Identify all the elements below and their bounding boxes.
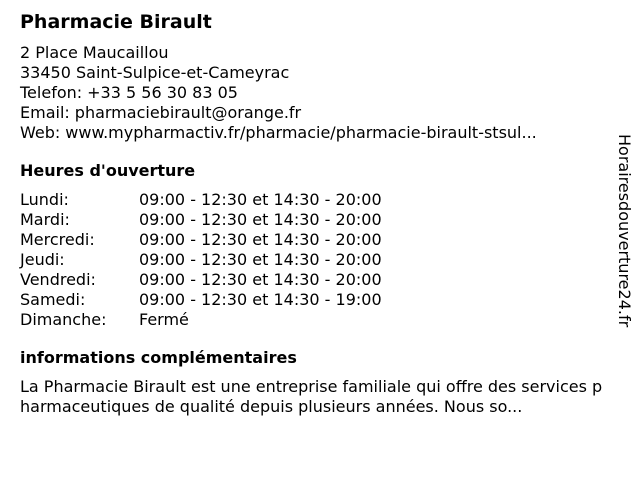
hours-time: 09:00 - 12:30 et 14:30 - 19:00 <box>139 290 382 309</box>
email-link[interactable]: pharmaciebirault@orange.fr <box>74 103 302 122</box>
hours-row-thursday <box>20 250 610 270</box>
address-line-street: 2 Place Maucaillou <box>20 43 169 62</box>
info-text: La Pharmacie Birault est une entreprise familiale qui offre des services pharmaceutiques de qualité depuis plusieurs années. Nous so... <box>20 377 603 416</box>
address-line-city: 33450 Saint-Sulpice-et-Cameyrac <box>20 63 290 82</box>
web-link[interactable]: www.mypharmactiv.fr/pharmacie/pharmacie-birault-stsul... <box>65 123 537 142</box>
address-block <box>20 43 610 143</box>
hours-row-saturday <box>20 290 610 310</box>
hours-time: 09:00 - 12:30 et 14:30 - 20:00 <box>139 270 382 289</box>
hours-day: Lundi: <box>20 190 69 209</box>
hours-row-wednesday <box>20 230 610 250</box>
email-label: Email: <box>20 103 70 122</box>
hours-day: Mercredi: <box>20 230 95 249</box>
hours-day: Jeudi: <box>20 250 65 269</box>
hours-day: Dimanche: <box>20 310 107 329</box>
phone-link[interactable]: +33 5 56 30 83 05 <box>87 83 238 102</box>
web-row <box>20 123 610 143</box>
web-label: Web: <box>20 123 61 142</box>
hours-day: Mardi: <box>20 210 70 229</box>
site-watermark: Horairesdouverture24.fr <box>615 134 634 328</box>
hours-time: 09:00 - 12:30 et 14:30 - 20:00 <box>139 230 382 249</box>
hours-row-friday <box>20 270 610 290</box>
page-title: Pharmacie Birault <box>20 11 212 33</box>
hours-time: Fermé <box>139 310 189 329</box>
hours-day: Vendredi: <box>20 270 96 289</box>
hours-time: 09:00 - 12:30 et 14:30 - 20:00 <box>139 210 382 229</box>
hours-day: Samedi: <box>20 290 86 309</box>
email-row <box>20 103 610 123</box>
hours-heading: Heures d'ouverture <box>20 161 196 180</box>
hours-table <box>20 190 610 330</box>
info-heading: informations complémentaires <box>20 348 297 367</box>
hours-row-monday <box>20 190 610 210</box>
hours-time: 09:00 - 12:30 et 14:30 - 20:00 <box>139 190 382 209</box>
hours-row-tuesday <box>20 210 610 230</box>
phone-label: Telefon: <box>20 83 83 102</box>
hours-time: 09:00 - 12:30 et 14:30 - 20:00 <box>139 250 382 269</box>
pharmacy-card <box>20 10 610 417</box>
phone-row <box>20 83 610 103</box>
hours-row-sunday <box>20 310 610 330</box>
